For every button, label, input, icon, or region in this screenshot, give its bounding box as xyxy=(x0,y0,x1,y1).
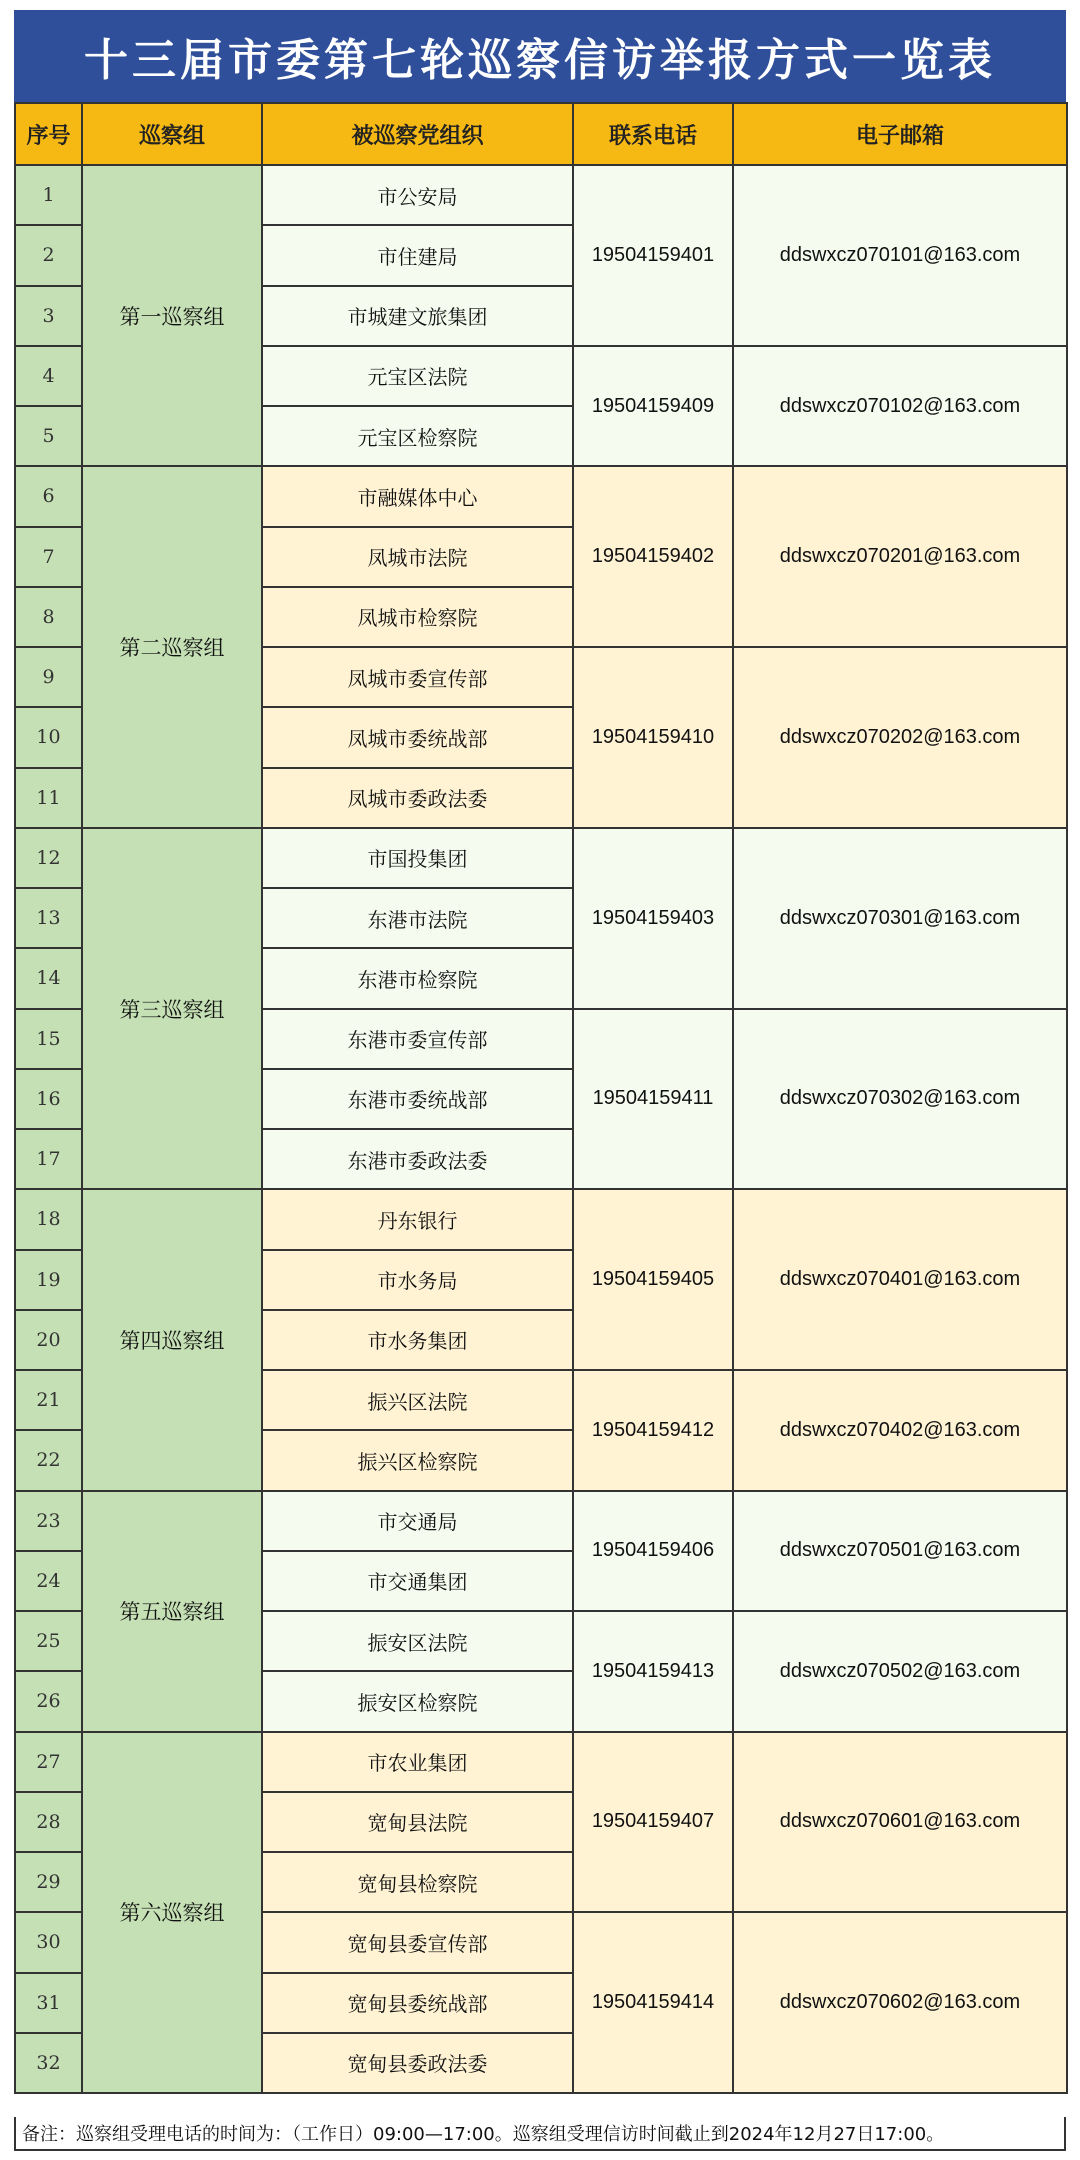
organization-cell: 市公安局 xyxy=(263,166,574,226)
row-number: 13 xyxy=(16,889,83,949)
phone-cell: 19504159414 xyxy=(574,1913,734,2094)
group-cell: 第六巡察组 xyxy=(83,1733,263,2095)
footer-note: 备注：巡察组受理电话的时间为：（工作日）09:00—17:00。巡察组受理信访时间截止到2024年12月27日17:00。 xyxy=(14,2117,1066,2151)
row-number: 31 xyxy=(16,1974,83,2034)
organization-cell: 市城建文旅集团 xyxy=(263,287,574,347)
row-number: 23 xyxy=(16,1492,83,1552)
organization-cell: 宽甸县检察院 xyxy=(263,1853,574,1913)
row-number: 32 xyxy=(16,2034,83,2094)
row-number: 26 xyxy=(16,1672,83,1732)
row-number: 4 xyxy=(16,347,83,407)
phone-cell: 19504159403 xyxy=(574,829,734,1010)
organization-cell: 凤城市检察院 xyxy=(263,588,574,648)
row-number: 24 xyxy=(16,1552,83,1612)
organization-cell: 振兴区检察院 xyxy=(263,1431,574,1491)
organization-cell: 市国投集团 xyxy=(263,829,574,889)
organization-cell: 东港市法院 xyxy=(263,889,574,949)
organization-cell: 凤城市委政法委 xyxy=(263,769,574,829)
row-number: 6 xyxy=(16,467,83,527)
organization-cell: 市交通局 xyxy=(263,1492,574,1552)
email-cell: ddswxcz070602@163.com xyxy=(734,1913,1068,2094)
email-cell: ddswxcz070302@163.com xyxy=(734,1010,1068,1191)
organization-cell: 凤城市委统战部 xyxy=(263,708,574,768)
organization-cell: 市住建局 xyxy=(263,226,574,286)
email-cell: ddswxcz070102@163.com xyxy=(734,347,1068,468)
header-email: 电子邮箱 xyxy=(734,104,1068,166)
email-cell: ddswxcz070501@163.com xyxy=(734,1492,1068,1613)
organization-cell: 凤城市委宣传部 xyxy=(263,648,574,708)
organization-cell: 振安区法院 xyxy=(263,1612,574,1672)
row-number: 11 xyxy=(16,769,83,829)
row-number: 28 xyxy=(16,1793,83,1853)
header-organization: 被巡察党组织 xyxy=(263,104,574,166)
organization-cell: 丹东银行 xyxy=(263,1190,574,1250)
organization-cell: 市水务集团 xyxy=(263,1311,574,1371)
row-number: 16 xyxy=(16,1070,83,1130)
header-phone: 联系电话 xyxy=(574,104,734,166)
organization-cell: 市交通集团 xyxy=(263,1552,574,1612)
email-cell: ddswxcz070402@163.com xyxy=(734,1371,1068,1492)
contact-table xyxy=(14,102,1068,2094)
phone-cell: 19504159411 xyxy=(574,1010,734,1191)
phone-cell: 19504159406 xyxy=(574,1492,734,1613)
row-number: 8 xyxy=(16,588,83,648)
phone-cell: 19504159402 xyxy=(574,467,734,648)
organization-cell: 宽甸县法院 xyxy=(263,1793,574,1853)
row-number: 30 xyxy=(16,1913,83,1973)
row-number: 25 xyxy=(16,1612,83,1672)
group-cell: 第三巡察组 xyxy=(83,829,263,1191)
organization-cell: 元宝区法院 xyxy=(263,347,574,407)
email-cell: ddswxcz070202@163.com xyxy=(734,648,1068,829)
row-number: 27 xyxy=(16,1733,83,1793)
row-number: 18 xyxy=(16,1190,83,1250)
organization-cell: 东港市委宣传部 xyxy=(263,1010,574,1070)
group-cell: 第二巡察组 xyxy=(83,467,263,829)
email-cell: ddswxcz070601@163.com xyxy=(734,1733,1068,1914)
row-number: 20 xyxy=(16,1311,83,1371)
row-number: 21 xyxy=(16,1371,83,1431)
organization-cell: 市融媒体中心 xyxy=(263,467,574,527)
phone-cell: 19504159405 xyxy=(574,1190,734,1371)
organization-cell: 振兴区法院 xyxy=(263,1371,574,1431)
organization-cell: 凤城市法院 xyxy=(263,528,574,588)
organization-cell: 东港市委政法委 xyxy=(263,1130,574,1190)
email-cell: ddswxcz070201@163.com xyxy=(734,467,1068,648)
organization-cell: 振安区检察院 xyxy=(263,1672,574,1732)
row-number: 15 xyxy=(16,1010,83,1070)
phone-cell: 19504159407 xyxy=(574,1733,734,1914)
organization-cell: 东港市检察院 xyxy=(263,949,574,1009)
organization-cell: 市农业集团 xyxy=(263,1733,574,1793)
phone-cell: 19504159412 xyxy=(574,1371,734,1492)
email-cell: ddswxcz070502@163.com xyxy=(734,1612,1068,1733)
phone-cell: 19504159413 xyxy=(574,1612,734,1733)
row-number: 2 xyxy=(16,226,83,286)
organization-cell: 元宝区检察院 xyxy=(263,407,574,467)
organization-cell: 宽甸县委统战部 xyxy=(263,1974,574,2034)
email-cell: ddswxcz070401@163.com xyxy=(734,1190,1068,1371)
row-number: 10 xyxy=(16,708,83,768)
row-number: 14 xyxy=(16,949,83,1009)
row-number: 1 xyxy=(16,166,83,226)
row-number: 19 xyxy=(16,1251,83,1311)
phone-cell: 19504159409 xyxy=(574,347,734,468)
row-number: 7 xyxy=(16,528,83,588)
phone-cell: 19504159410 xyxy=(574,648,734,829)
row-number: 22 xyxy=(16,1431,83,1491)
organization-cell: 东港市委统战部 xyxy=(263,1070,574,1130)
email-cell: ddswxcz070301@163.com xyxy=(734,829,1068,1010)
group-cell: 第五巡察组 xyxy=(83,1492,263,1733)
group-cell: 第四巡察组 xyxy=(83,1190,263,1491)
organization-cell: 宽甸县委宣传部 xyxy=(263,1913,574,1973)
organization-cell: 市水务局 xyxy=(263,1251,574,1311)
page-title: 十三届市委第七轮巡察信访举报方式一览表 xyxy=(14,10,1066,102)
row-number: 9 xyxy=(16,648,83,708)
header-group: 巡察组 xyxy=(83,104,263,166)
organization-cell: 宽甸县委政法委 xyxy=(263,2034,574,2094)
email-cell: ddswxcz070101@163.com xyxy=(734,166,1068,347)
row-number: 3 xyxy=(16,287,83,347)
header-seq: 序号 xyxy=(16,104,83,166)
row-number: 17 xyxy=(16,1130,83,1190)
row-number: 29 xyxy=(16,1853,83,1913)
row-number: 5 xyxy=(16,407,83,467)
group-cell: 第一巡察组 xyxy=(83,166,263,467)
phone-cell: 19504159401 xyxy=(574,166,734,347)
row-number: 12 xyxy=(16,829,83,889)
